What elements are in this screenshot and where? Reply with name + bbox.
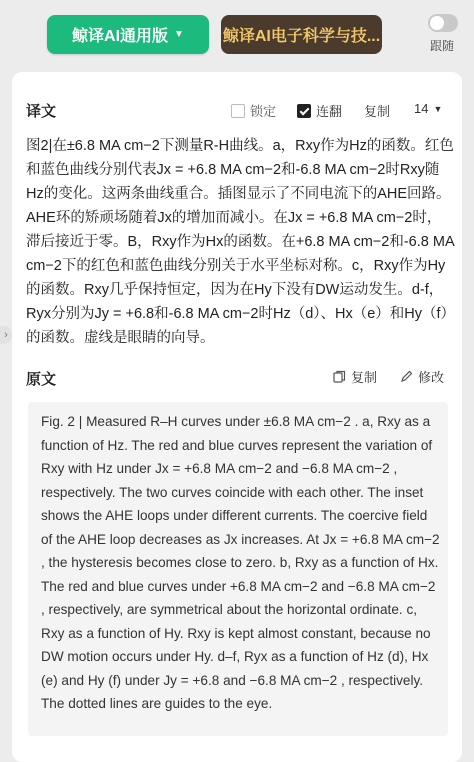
checkbox-icon (231, 104, 245, 118)
original-copy-button[interactable] (333, 367, 377, 386)
sync-scroll-label: 连翻 (316, 104, 343, 119)
chevron-down-icon: ▼ (433, 103, 443, 114)
electronic-science-version-label: 鲸译AI电子科学与技... (222, 28, 381, 45)
electronic-science-version-button[interactable] (221, 15, 382, 54)
chevron-down-icon: ▼ (174, 29, 184, 40)
sync-scroll-checkbox[interactable] (297, 101, 342, 120)
checkbox-icon (297, 104, 311, 118)
font-size-value: 14 (414, 101, 429, 116)
original-edit-button[interactable] (400, 367, 444, 386)
original-text: Fig. 2 | Measured R–H curves under ±6.8 MA cm−2 . a, Rxy as a function of Hz. The red and blue curves represent the variation of Rxy with Hz under Jx = +6.8 MA cm−2 and −6.8 MA cm−2 , respectively. The two curves coincide with each other. The inset shows the AHE loops under different currents. The coercive field of the AHE loop decreases as Jx increases. At Jx = +6.8 MA cm−2 , the hysteresis becomes close to zero. b, Rxy as a function of Hx. The red and blue curves under +6.8 MA cm−2 and −6.8 MA cm−2 , respectively, are symmetrical about the horizontal ordinate. c, Rxy as a function of Hy. Rxy is kept almost constant, because no DW motion occurs under Hy. d–f, Ryx as a function of Hz (d), Hx (e) and Hy (f) under Jy = +6.8 and −6.8 MA cm−2 , respectively. The dotted lines are guides to the eye. (41, 414, 440, 711)
toggle-knob (430, 16, 444, 30)
edit-icon (400, 370, 413, 383)
follow-toggle[interactable] (428, 14, 458, 32)
chevron-right-icon: › (4, 329, 8, 341)
lock-checkbox[interactable] (231, 101, 276, 120)
general-version-button[interactable] (47, 15, 209, 54)
follow-label: 跟随 (430, 39, 455, 53)
top-bar (0, 0, 474, 70)
original-title: 原文 (26, 371, 57, 388)
copy-icon (333, 370, 346, 383)
original-edit-label: 修改 (418, 370, 445, 385)
general-version-label: 鲸译AI通用版 (72, 28, 169, 45)
translation-copy-button[interactable] (364, 101, 390, 120)
expand-panel-handle[interactable] (0, 326, 12, 344)
translation-copy-label: 复制 (364, 104, 391, 119)
translation-text: 图2|在±6.8 MA cm−2下测量R-H曲线。a，Rxy作为Hz的函数。红色和蓝色曲线分别代表Jx = +6.8 MA cm−2和-6.8 MA cm−2时Rxy随Hz的变化。这两条曲线重合。插图显示了不同电流下的AHE回路。AHE环的矫顽场随着Jx的增加而减小。在Jx = +6.8 MA cm−2时，滞后接近于零。B，Rxy作为Hx的函数。在+6.8 MA cm−2和-6.8 MA cm−2下的红色和蓝色曲线分别关于水平坐标对称。c，Rxy作为Hy的函数。Rxy几乎保持恒定，因为在Hy下没有DW运动发生。d-f，Ryx分别为Jy = +6.8和-6.8 MA cm−2时Hz（d）、Hx（e）和Hy（f）的函数。虚线是眼睛的向导。 (26, 138, 454, 346)
translation-title: 译文 (26, 103, 57, 120)
font-size-select[interactable] (414, 101, 442, 116)
original-copy-label: 复制 (351, 370, 378, 385)
lock-label: 锁定 (250, 104, 277, 119)
